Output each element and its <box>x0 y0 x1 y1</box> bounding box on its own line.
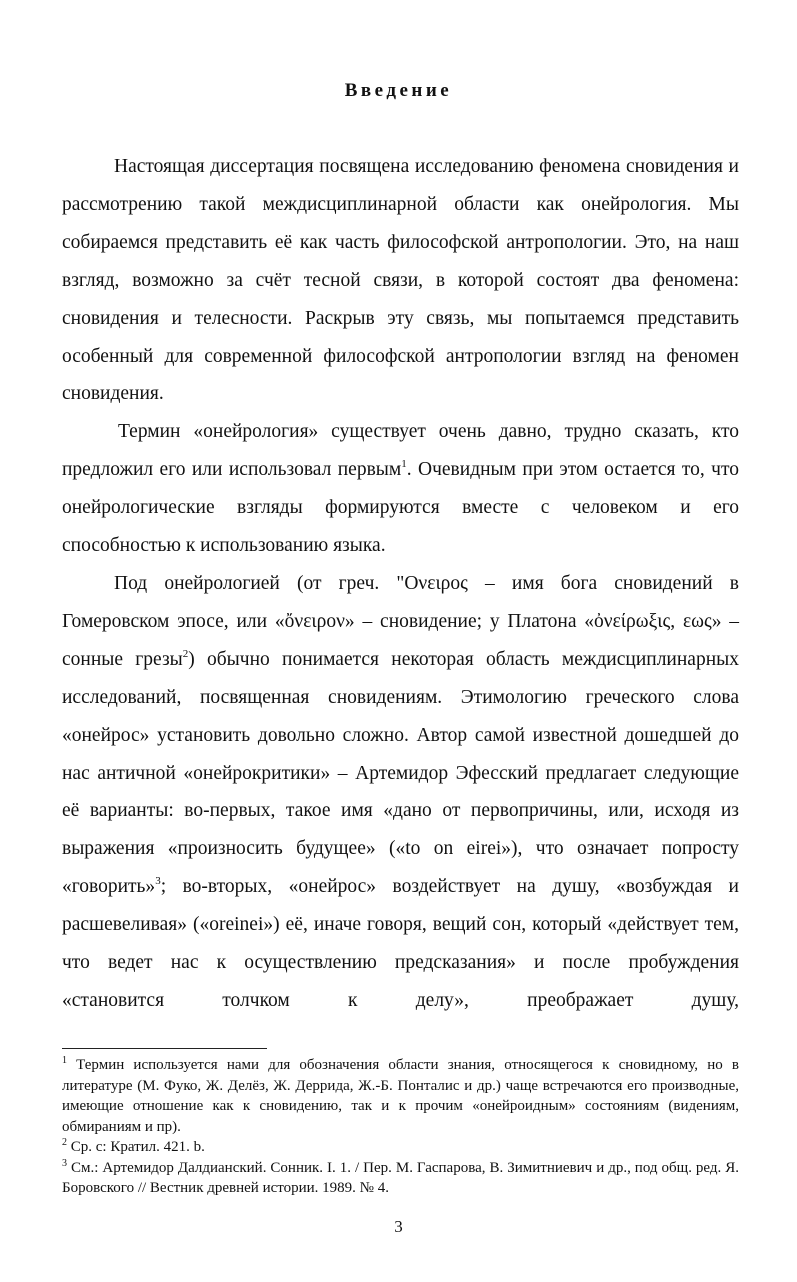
footnote-ref-2: 2 <box>182 647 189 660</box>
footnote-2 <box>62 1137 739 1158</box>
footnote-text-1: Термин используется нами для обозначения области знания, относящегося к сновидному, но в литературе (М. Фуко, Ж. Делёз, Ж. Деррида, Ж.-Б. Понталис и др.) чаще встречаются его производные, имеющие отношение как к сновидению, так и к прочим «онейроидным» состояниям (видениям, обмираниям и пр). <box>62 1057 739 1135</box>
footnote-text-3: См.: Артемидор Далдианский. Сонник. I. 1. / Пер. М. Гаспарова, В. Зимитниевич и др., под общ. ред. Я. Боровского // Вестник древней истории. 1989. № 4. <box>62 1159 739 1196</box>
paragraph-oneirology-part-c: ; во-вторых, «онейрос» воздействует на душу, «возбуждая и расшевеливая» («oreinei») её, иначе говоря, вещий сон, который «действует тем, что ведет нас к осуществлению предсказания» и после пробуждения «становится толчком к делу», преображает душу, <box>62 876 739 1011</box>
main-text <box>62 148 739 1020</box>
footnote-ref-3: 3 <box>155 875 161 888</box>
footnote-ref-1: 1 <box>401 458 407 471</box>
paragraph-intro: Настоящая диссертация посвящена исследованию феномена сновидения и рассмотрению такой междисциплинарной области как онейрология. Мы собираемся представить её как часть философской антропологии. Это, на наш взгляд, возможно за счёт тесной связи, в которой состоят два феномена: сновидения и телесности. Раскрыв эту связь, мы попытаемся представить особенный для современной философской антропологии взгляд на феномен сновидения. <box>62 156 739 405</box>
footnote-mark-3: 3 <box>62 1157 67 1169</box>
footnote-1 <box>62 1055 739 1137</box>
paragraph-term-part-a: Термин «онейрология» существует очень давно, трудно сказать, кто предложил его или использовал первым <box>62 421 739 481</box>
footnote-mark-2: 2 <box>62 1137 67 1148</box>
paragraph-oneirology-part-b: ) обычно понимается некоторая область междисциплинарных исследований, посвященная сновидениям. Этимологию греческого слова «онейрос» установить довольно сложно. Автор самой известной дошедшей до нас античной «онейрокритики» – Артемидор Эфесский предлагает следующие её варианты: во-первых, такое имя «дано от первопричины, или, исходя из выражения «произносить будущее» («to on eirei»), что означает попросту «говорить» <box>62 648 739 898</box>
page-number: 3 <box>394 1217 403 1236</box>
paragraph-term-part-b: . Очевидным при этом остается то, что онейрологические взгляды формируются вместе с человеком и его способностью к использованию языка. <box>62 459 740 557</box>
footnotes <box>62 1055 739 1199</box>
paragraph-oneirology-part-a: Под онейрологией (от греч. "Ονειρος – имя бога сновидений в Гомеровском эпосе, или «ὄνειρον» – сновидение; у Платона «ὀνείρωξις, εως» – сонные грезы <box>62 572 739 670</box>
footnote-mark-1: 1 <box>62 1055 67 1066</box>
footnote-separator <box>62 1048 267 1049</box>
paragraph-term <box>62 413 739 565</box>
paragraph-oneirology <box>62 565 739 1020</box>
footnote-text-2: Ср. с: Кратил. 421. b. <box>67 1139 205 1155</box>
page-title: Введение <box>344 80 453 101</box>
footnote-3 <box>62 1158 739 1199</box>
